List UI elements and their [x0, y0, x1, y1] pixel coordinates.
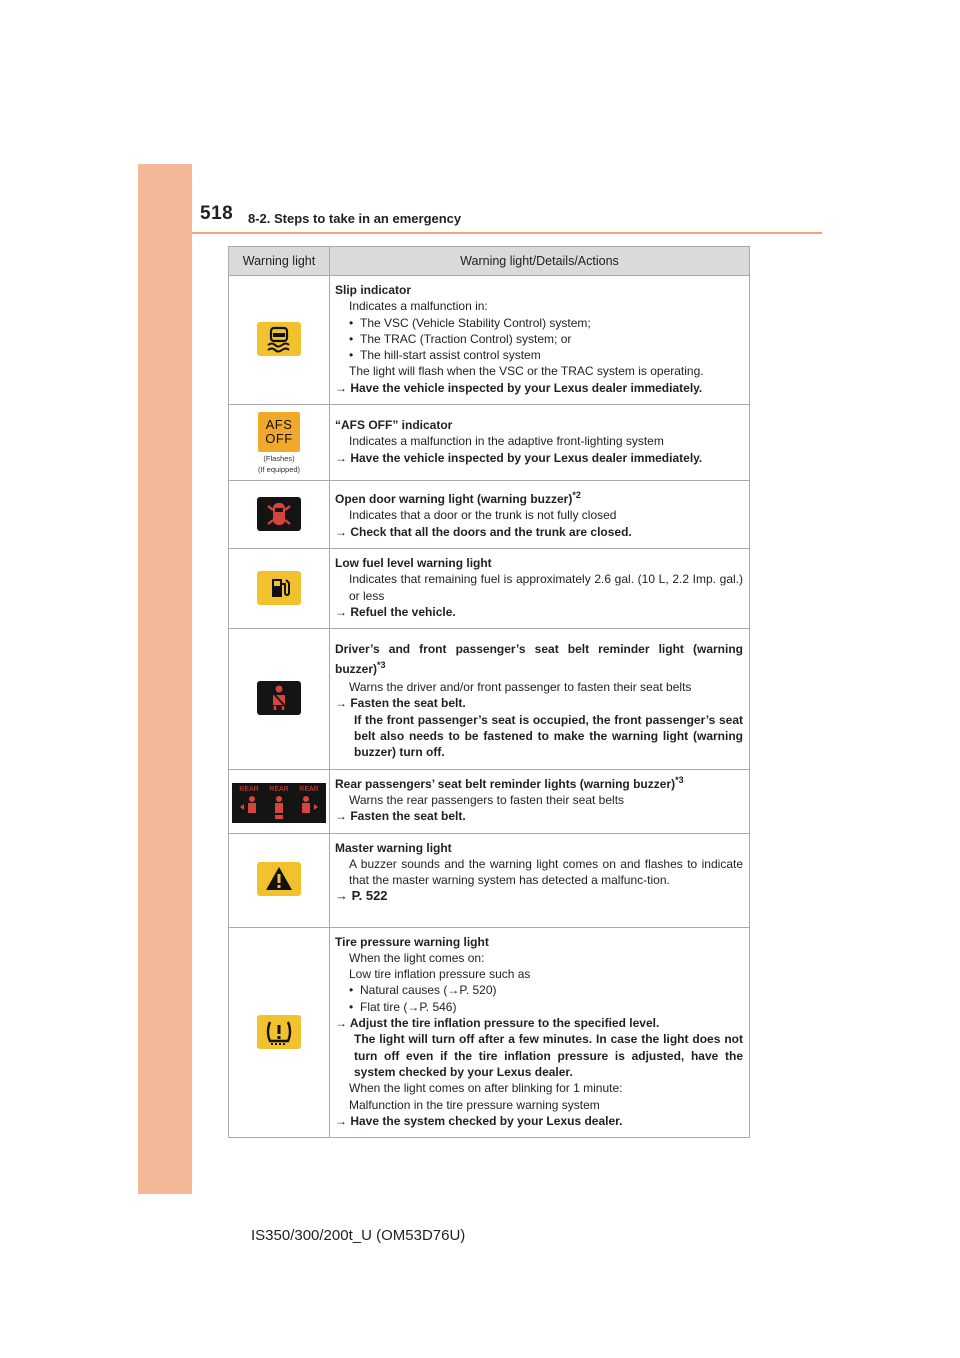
row-title: Low fuel level warning light [335, 555, 492, 570]
icon-cell [229, 548, 330, 628]
row-detail: Warns the driver and/or front passenger to fasten their seat belts [349, 680, 692, 695]
icon-note-if-equipped: (If equipped) [257, 464, 301, 474]
row-title: “AFS OFF” indicator [335, 418, 453, 433]
table-row [229, 405, 750, 481]
rear-seat-belt-icon [232, 783, 326, 823]
table-row [229, 927, 750, 1138]
warning-light-table [228, 246, 750, 1138]
icon-cell [229, 276, 330, 405]
row-action: → P. 522 [335, 888, 388, 904]
row-action: → Check that all the doors and the trunk are closed. [335, 524, 632, 539]
row-title: Tire pressure warning light [335, 934, 489, 949]
row-detail: Warns the rear passengers to fasten their seat belts [349, 792, 625, 807]
row-action: → Fasten the seat belt. [335, 809, 466, 824]
details-cell [330, 276, 750, 405]
column-header-warning-light: Warning light [229, 247, 330, 276]
details-cell [330, 833, 750, 927]
icon-cell [229, 769, 330, 833]
open-door-icon [257, 497, 301, 531]
row-action-note: The light will turn off after a few minutes. In case the light does not turn off even if the tire inflation pressure is adjusted, have the system checked by your Lexus dealer. [354, 1032, 743, 1079]
row-action: → Have the system checked by your Lexus dealer. [335, 1113, 623, 1128]
bullet-item: • Natural causes (→P. 520) [349, 983, 497, 998]
row-detail: Malfunction in the tire pressure warning system [349, 1097, 600, 1112]
details-cell [330, 629, 750, 769]
bullet-item: • The hill-start assist control system [349, 348, 541, 363]
icon-cell [229, 927, 330, 1138]
slip-indicator-icon [257, 322, 301, 356]
afs-off-icon: AFS OFF [258, 412, 300, 452]
row-detail: Low tire inflation pressure such as [349, 967, 531, 982]
row-title: Master warning light [335, 840, 452, 855]
seat-belt-icon [257, 681, 301, 715]
side-tab-bar [138, 164, 192, 1194]
rear-center-segment: REAR [268, 783, 290, 823]
row-detail: A buzzer sounds and the warning light comes on and flashes to indicate that the master warning system has detected a malfunc-tion. [349, 856, 743, 888]
master-warning-icon [257, 862, 301, 896]
row-detail: Indicates a malfunction in: [349, 299, 488, 314]
icon-note-flashes: (Flashes) [263, 453, 295, 463]
details-cell [330, 405, 750, 481]
details-cell [330, 927, 750, 1138]
row-title: Rear passengers’ seat belt reminder lights (warning buzzer)$^{*3}$ [335, 774, 684, 791]
row-title: Open door warning light (warning buzzer)$^{*2}$ [335, 490, 581, 507]
row-title: Slip indicator [335, 283, 412, 297]
details-cell [330, 548, 750, 628]
table-row [229, 481, 750, 549]
table-row [229, 276, 750, 405]
details-cell [330, 769, 750, 833]
row-detail: When the light comes on: [349, 950, 485, 965]
row-action: → Refuel the vehicle. [335, 604, 456, 619]
icon-cell [229, 481, 330, 549]
icon-cell [229, 833, 330, 927]
bullet-item: • Flat tire (→P. 546) [349, 999, 457, 1014]
footer-model-code: IS350/300/200t_U (OM53D76U) [251, 1227, 466, 1244]
section-title: 8-2. Steps to take in an emergency [248, 211, 462, 226]
icon-cell [229, 629, 330, 769]
row-action-note: If the front passenger’s seat is occupied, the front passenger’s seat belt also needs to be fastened to make the warning light (warning buzzer) turn off. [354, 712, 743, 760]
row-detail: Indicates that a door or the trunk is not fully closed [349, 508, 617, 523]
table-row [229, 769, 750, 833]
bullet-item: • The TRAC (Traction Control) system; or [349, 331, 572, 346]
row-detail: When the light comes on after blinking for 1 minute: [349, 1081, 623, 1096]
rear-left-segment: REAR [238, 783, 260, 823]
column-header-details: Warning light/Details/Actions [330, 247, 750, 276]
table-row [229, 629, 750, 769]
row-action: → Have the vehicle inspected by your Lexus dealer immediately. [335, 450, 703, 465]
row-action: → Fasten the seat belt. [335, 696, 466, 711]
table-row [229, 548, 750, 628]
fuel-pump-icon [257, 571, 301, 605]
bullet-item: • The VSC (Vehicle Stability Control) system; [349, 315, 591, 330]
row-action: → Adjust the tire inflation pressure to the specified level. [335, 1016, 660, 1031]
row-action: → Have the vehicle inspected by your Lexus dealer immediately. [335, 380, 703, 395]
rear-right-segment: REAR [298, 783, 320, 823]
row-detail: Indicates that remaining fuel is approximately 2.6 gal. (10 L, 2.2 Imp. gal.) or less [349, 572, 743, 603]
icon-cell [229, 405, 330, 481]
details-cell [330, 481, 750, 549]
table-row [229, 833, 750, 927]
row-note: The light will flash when the VSC or the TRAC system is operating. [349, 364, 704, 379]
row-title: Driver’s and front passenger’s seat belt reminder light (warning buzzer)$^{*3}$ [335, 642, 743, 677]
tire-pressure-icon [257, 1015, 301, 1049]
table-header-row [229, 247, 750, 276]
page-number: 518 [200, 203, 234, 224]
row-detail: Indicates a malfunction in the adaptive front-lighting system [349, 434, 664, 449]
header-divider [192, 232, 822, 234]
